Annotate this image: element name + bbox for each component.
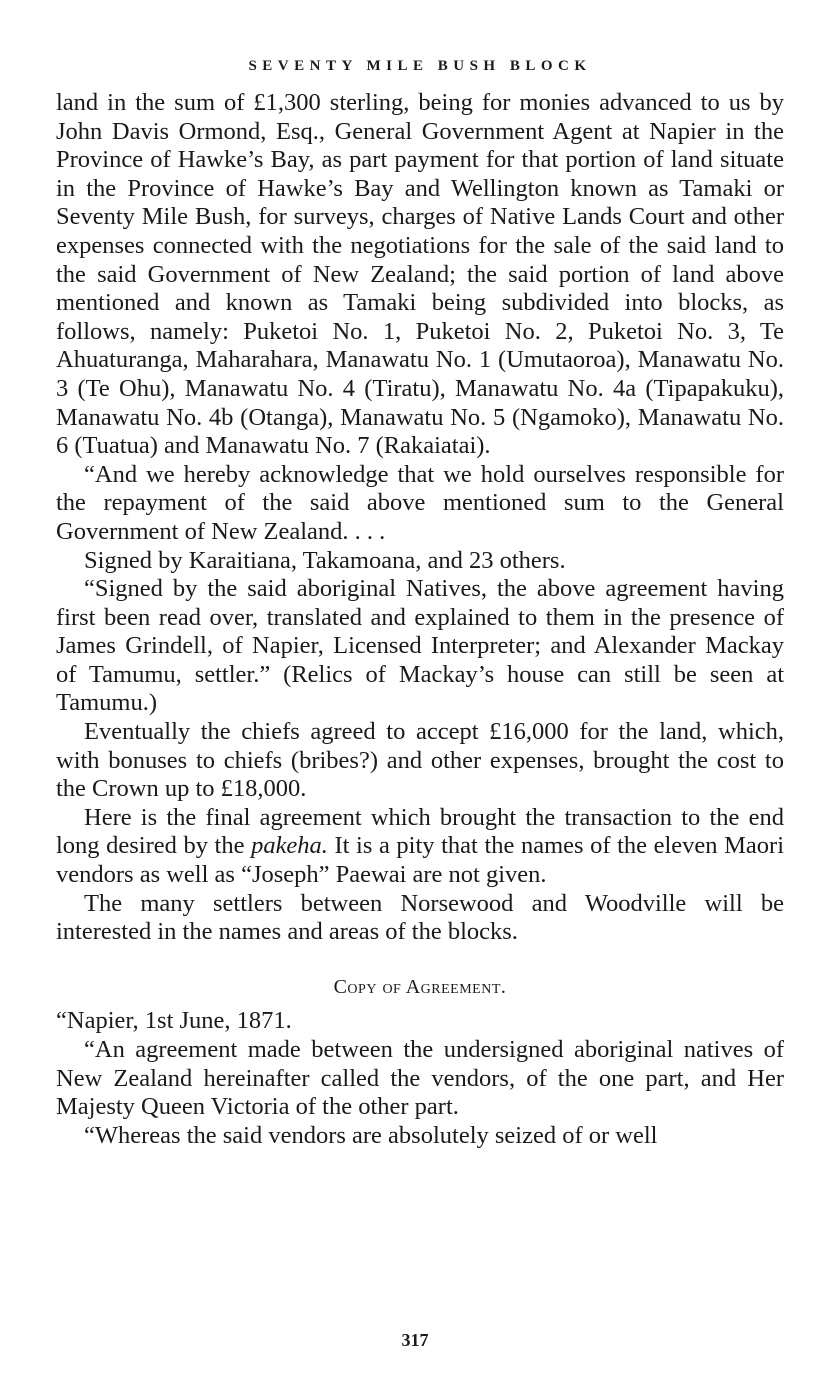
paragraph-signatories: Signed by Karaitiana, Takamoana, and 23 others. bbox=[84, 546, 566, 574]
paragraph-final-agreement bbox=[56, 804, 784, 890]
text-segment: It is a pity that the names of the eleven Maori vendors as well as “Joseph” Paewai are not given. bbox=[56, 832, 784, 889]
paragraph-settlers: The many settlers between Norsewood and Woodville will be interested in the names and areas of the blocks. bbox=[56, 889, 784, 946]
text-segment: Here is the final agreement which brought the transaction to the end long desired by the bbox=[56, 803, 784, 860]
running-head: SEVENTY MILE BUSH BLOCK bbox=[248, 58, 592, 74]
body-text bbox=[56, 89, 784, 1150]
paragraph-price: Eventually the chiefs agreed to accept £16,000 for the land, which, with bonuses to chiefs (bribes?) and other expenses, brought the cost to the Crown up to £18,000. bbox=[56, 718, 784, 803]
paragraph-acknowledgement: “And we hereby acknowledge that we hold ourselves responsible for the repayment of the said above mentioned sum to the General Government of New Zealand. . . . bbox=[56, 460, 784, 545]
page-number: 317 bbox=[401, 1330, 429, 1350]
section-heading: Copy of Agreement. bbox=[333, 975, 507, 998]
paragraph-continuation: land in the sum of £1,300 sterling, being for monies advanced to us by John Davis Ormond, Esq., General Government Agent at Napier in the Province of Hawke’s Bay, as part payment for that portion of land situate in the Province of Hawke’s Bay and Wellington known as Tamaki or Seventy Mile Bush, for surveys, charges of Native Lands Court and other expenses connected with the negotiations for the sale of the said land to the said Government of New Zealand; the said portion of land above mentioned and known as Tamaki being subdivided into blocks, as follows, namely: Puketoi No. 1, Puketoi No. 2, Puketoi No. 3, Te Ahuaturanga, Maharahara, Manawatu No. 1 (Umutaoroa), Manawatu No. 3 (Te Ohu), Manawatu No. 4 (Tiratu), Manawatu No. 4a (Tipapakuku), Manawatu No. 4b (Otanga), Manawatu No. 5 (Ngamoko), Manawatu No. 6 (Tuatua) and Manawatu No. 7 (Rakaiatai). bbox=[56, 89, 784, 460]
book-page bbox=[56, 58, 784, 1150]
paragraph-agreement-parties: “An agreement made between the undersigned aboriginal natives of New Zealand hereinafter called the vendors, of the one part, and Her Majesty Queen Victoria of the other part. bbox=[56, 1036, 784, 1121]
italic-word: pakeha. bbox=[251, 832, 328, 860]
paragraph-whereas: “Whereas the said vendors are absolutely seized of or well bbox=[84, 1121, 658, 1149]
dateline: “Napier, 1st June, 1871. bbox=[56, 1007, 292, 1035]
paragraph-witness: “Signed by the said aboriginal Natives, the above agreement having first been read over, translated and explained to them in the presence of James Grindell, of Napier, Licensed Interpreter; and Alexander Mackay of Tamumu, settler.” (Relics of Mackay’s house can still be seen at Tamumu.) bbox=[56, 575, 784, 717]
